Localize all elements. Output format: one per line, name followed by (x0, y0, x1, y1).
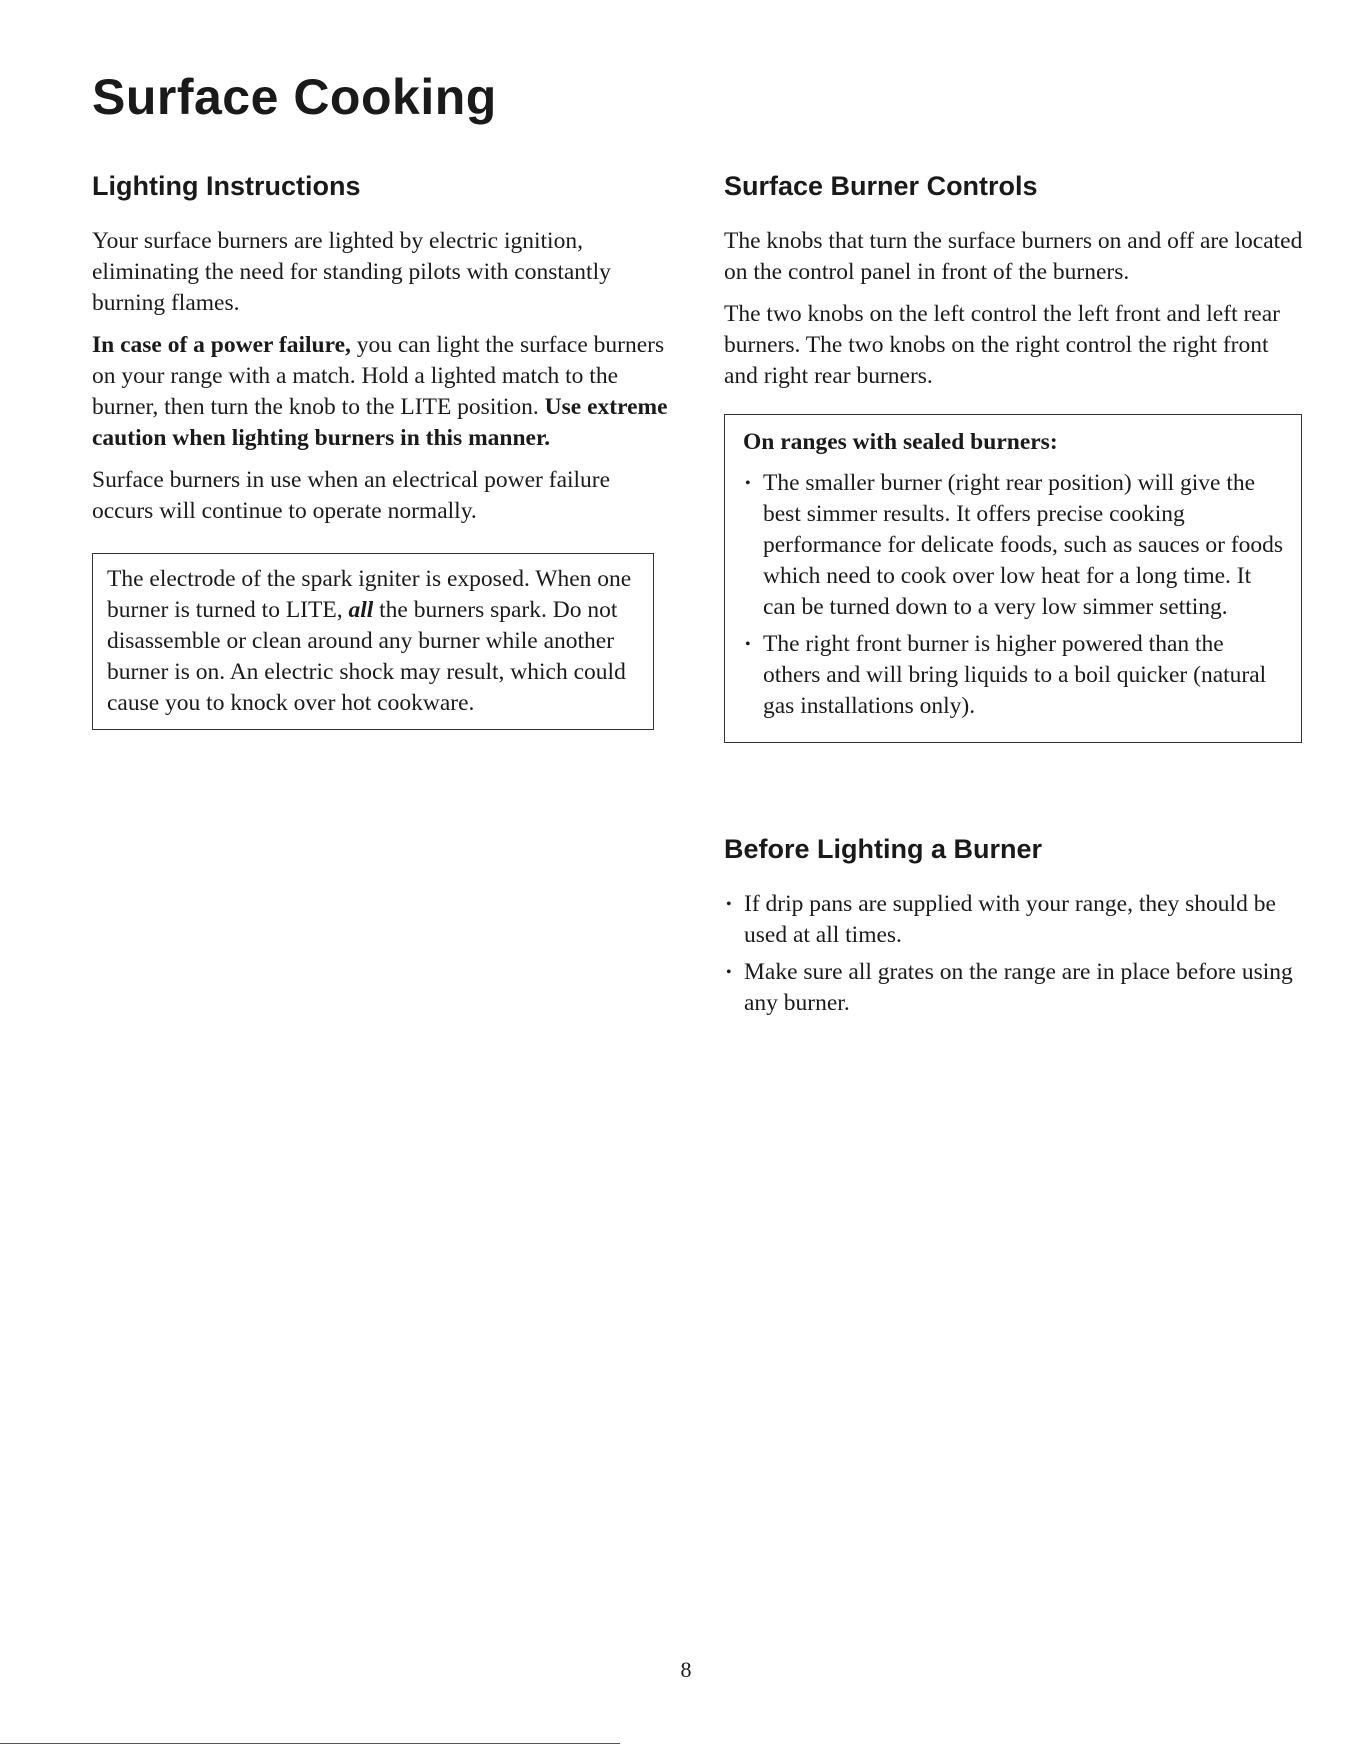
bullet-icon: • (726, 896, 732, 913)
page-title: Surface Cooking (92, 69, 497, 125)
spark-warning-box (92, 553, 654, 730)
before-lighting-list (724, 889, 1304, 1019)
caution-text: Use extreme caution when lighting burners in this manner. (92, 394, 668, 451)
lighting-paragraph-2 (92, 330, 672, 454)
power-failure-lead: In case of a power failure, (92, 332, 351, 358)
controls-paragraph-1: The knobs that turn the surface burners on and off are located on the control panel in front of the burners. (724, 228, 1303, 285)
sealed-burners-title: On ranges with sealed burners: (743, 429, 1058, 455)
sealed-burners-list (743, 468, 1285, 722)
right-column (724, 168, 1304, 1025)
warning-part-1: The electrode of the spark igniter is exposed. When one burner is turned to LITE, (107, 566, 632, 623)
list-item: • The right front burner is higher powered than the others and will bring liquids to a boil quicker (natural gas installations only). (745, 631, 1267, 719)
lighting-instructions-heading: Lighting Instructions (92, 171, 361, 201)
power-failure-text: you can light the surface burners on your range with a match. Hold a lighted match to the burner, then turn the knob to the LITE position. (92, 332, 665, 420)
before-lighting-section (724, 831, 1304, 1019)
warning-part-2: the burners spark. Do not disassemble or clean around any burner while another burner is on. An electric shock may result, which could cause you to knock over hot cookware. (107, 597, 626, 716)
bullet-icon: • (726, 964, 732, 981)
controls-paragraph-2: The two knobs on the left control the left front and left rear burners. The two knobs on the right control the right front and right rear burners. (724, 301, 1280, 389)
sealed-burners-box (724, 414, 1302, 743)
left-column (92, 168, 672, 730)
page-number: 8 (680, 1657, 692, 1682)
bullet-icon: • (745, 475, 751, 492)
burner-controls-heading: Surface Burner Controls (724, 171, 1038, 201)
spark-warning-text (107, 564, 637, 719)
lighting-paragraph-1: Your surface burners are lighted by electric ignition, eliminating the need for standing pilots with constantly burning flames. (92, 228, 611, 316)
warning-emphasis: all (348, 597, 374, 623)
lighting-paragraph-3: Surface burners in use when an electrical power failure occurs will continue to operate normally. (92, 467, 611, 524)
list-item: • The smaller burner (right rear position) will give the best simmer results. It offers precise cooking performance for delicate foods, such as sauces or foods which need to cook over low heat for a long time. It can be turned down to a very low simmer setting. (745, 470, 1284, 620)
list-item: • If drip pans are supplied with your range, they should be used at all times. (726, 891, 1276, 948)
footer-rule (0, 1743, 620, 1744)
bullet-icon: • (745, 636, 751, 653)
before-lighting-heading: Before Lighting a Burner (724, 834, 1043, 864)
list-item: • Make sure all grates on the range are in place before using any burner. (726, 959, 1293, 1016)
